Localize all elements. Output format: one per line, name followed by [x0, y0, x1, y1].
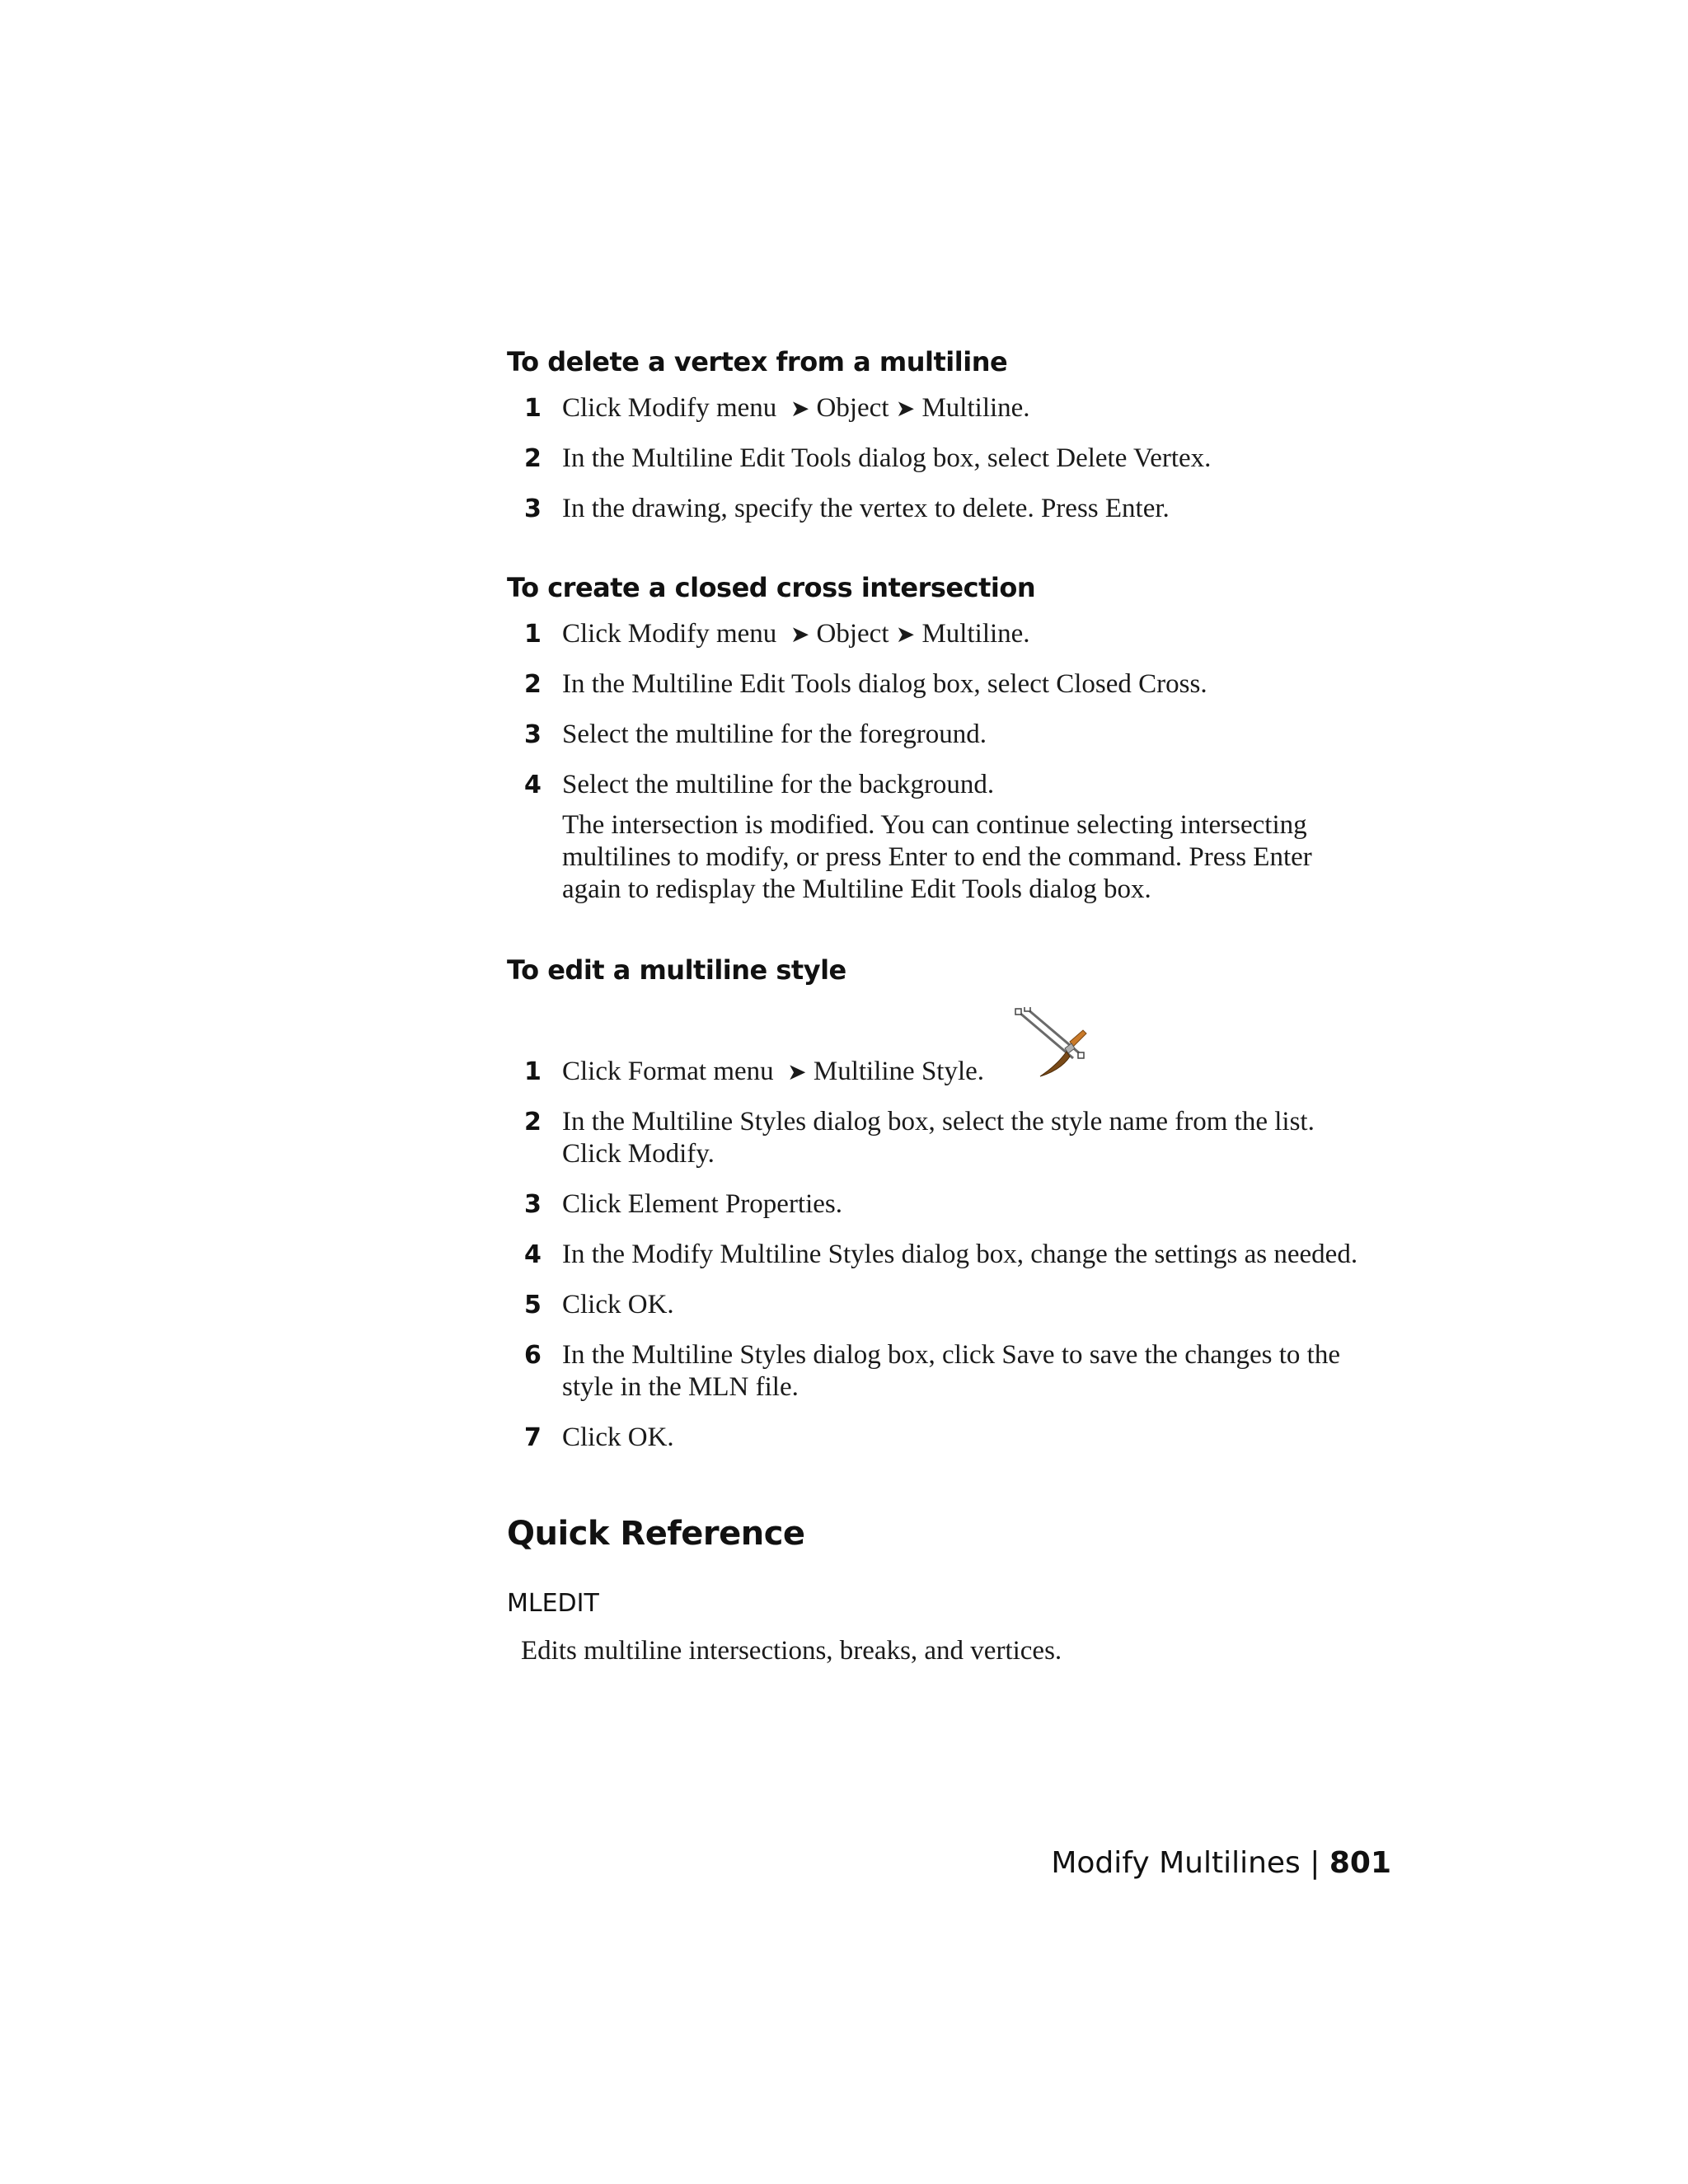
arrow-icon: ➤: [895, 395, 916, 422]
step-number: 2: [524, 444, 542, 473]
step-text-part: Click Modify menu: [562, 619, 777, 649]
step-number: 3: [524, 720, 542, 749]
footer-separator: |: [1310, 1846, 1320, 1880]
step-text-part: Object: [816, 393, 889, 423]
step-number: 7: [524, 1423, 542, 1452]
section-heading-closed-cross: To create a closed cross intersection: [507, 572, 1036, 603]
step-number: 4: [524, 771, 542, 799]
footer-title: Modify Multilines: [1051, 1846, 1301, 1880]
step-text-part: Multiline.: [921, 393, 1030, 423]
step-text: Select the multiline for the background.: [562, 770, 995, 799]
step-text-line: In the Multiline Styles dialog box, click Save to save the changes to the: [562, 1340, 1340, 1370]
multiline-style-icon: [1012, 1007, 1088, 1083]
arrow-icon: ➤: [787, 1058, 807, 1085]
step-text: Select the multiline for the foreground.: [562, 719, 987, 749]
arrow-icon: ➤: [790, 395, 810, 422]
command-description: Edits multiline intersections, breaks, and vertices.: [521, 1636, 1062, 1666]
step-note-line: The intersection is modified. You can continue selecting intersecting: [562, 810, 1307, 840]
step-text: In the Multiline Edit Tools dialog box, select Closed Cross.: [562, 669, 1207, 699]
step-text: In the drawing, specify the vertex to delete. Press Enter.: [562, 494, 1170, 523]
step-text: In the Multiline Edit Tools dialog box, select Delete Vertex.: [562, 443, 1212, 473]
section-heading-delete-vertex: To delete a vertex from a multiline: [507, 346, 1008, 377]
command-name: MLEDIT: [507, 1589, 599, 1618]
step-text-part: Multiline Style.: [813, 1057, 985, 1086]
step-text: [562, 1056, 984, 1088]
step-text: Click OK.: [562, 1290, 674, 1319]
step-number: 3: [524, 494, 542, 523]
arrow-icon: ➤: [790, 621, 810, 648]
section-heading-edit-style: To edit a multiline style: [507, 954, 846, 986]
step-text: Click OK.: [562, 1422, 674, 1452]
step-text-part: Object: [816, 619, 889, 649]
step-text: In the Modify Multiline Styles dialog box, change the settings as needed.: [562, 1240, 1358, 1269]
step-note-line: again to redisplay the Multiline Edit Tools dialog box.: [562, 874, 1151, 904]
step-text-line: Click Modify.: [562, 1139, 715, 1169]
step-number: 6: [524, 1341, 542, 1370]
step-text-part: Click Format menu: [562, 1057, 774, 1086]
step-number: 3: [524, 1190, 542, 1219]
step-text-line: style in the MLN file.: [562, 1372, 799, 1402]
quick-reference-heading: Quick Reference: [507, 1515, 805, 1553]
step-number: 1: [524, 394, 542, 423]
step-text: [562, 618, 1030, 650]
page-footer: [1051, 1846, 1391, 1880]
step-text: [562, 392, 1030, 424]
page-number: 801: [1329, 1846, 1391, 1880]
step-number: 2: [524, 670, 542, 699]
step-number: 5: [524, 1291, 542, 1319]
step-text-part: Click Modify menu: [562, 393, 777, 423]
step-text-part: Multiline.: [921, 619, 1030, 649]
step-number: 2: [524, 1108, 542, 1137]
step-number: 4: [524, 1240, 542, 1269]
step-number: 1: [524, 620, 542, 649]
step-number: 1: [524, 1057, 542, 1086]
arrow-icon: ➤: [895, 621, 916, 648]
step-note-line: multilines to modify, or press Enter to end the command. Press Enter: [562, 842, 1312, 872]
step-text-line: In the Multiline Styles dialog box, select the style name from the list.: [562, 1107, 1315, 1137]
step-text: Click Element Properties.: [562, 1189, 843, 1219]
